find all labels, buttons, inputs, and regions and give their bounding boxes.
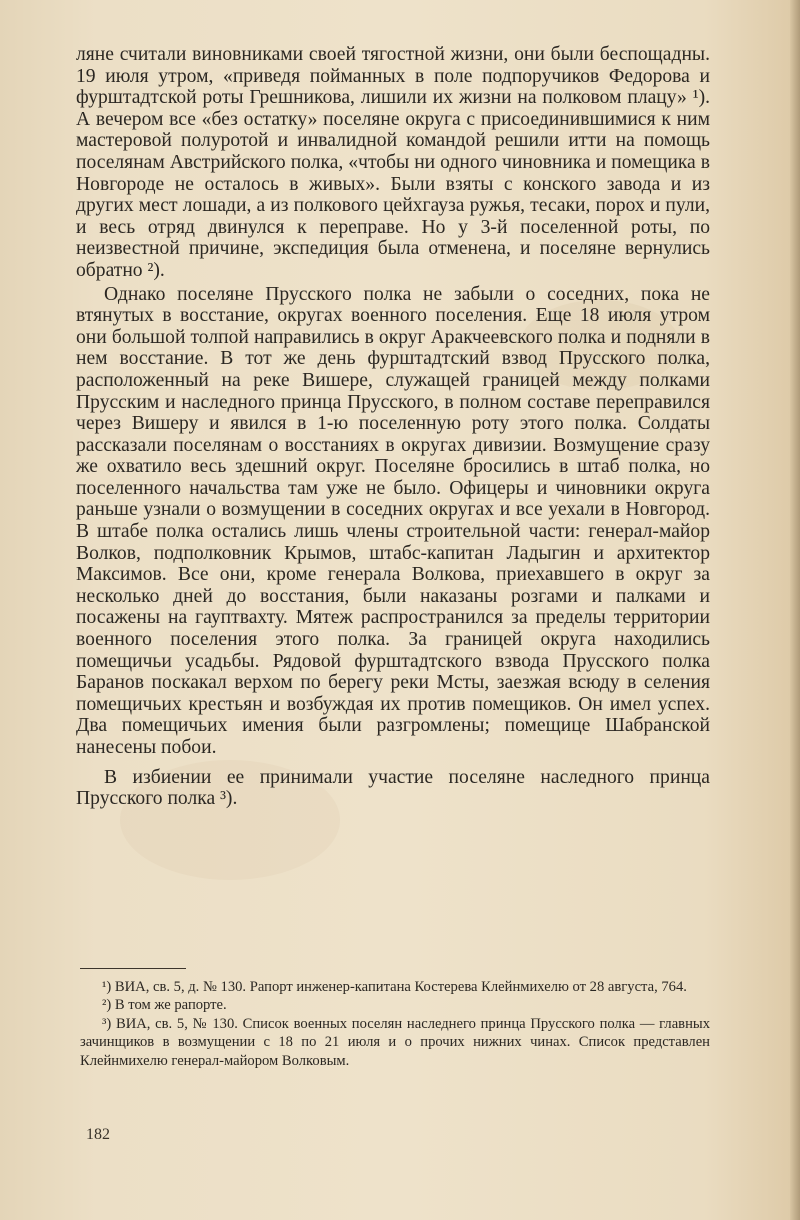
main-text [76,44,710,810]
paragraph-2: Однако поселяне Прусского полка не забыли о соседних, пока не втянутых в восстание, округах военного поселения. Еще 18 июля утром они большой толпой направились в округ Аракчеевского полка и подняли в нем восстание. В тот же день фурштадтский взвод Прусского полка, расположенный на реке Вишере, служащей границей между полками Прусским и наследного принца Прусского, в полном составе переправился через Вишеру и явился в 1-ю поселенную роту этого полка. Солдаты рассказали поселянам о восстаниях в округах дивизии. Возмущение сразу же охватило весь здешний округ. Поселяне бросились в штаб полка, но поселенного начальства там уже не было. Офицеры и чиновники округа раньше узнали о возмущении в соседних округах и все уехали в Новгород. В штабе полка остались лишь члены строительной части: генерал-майор Волков, подполковник Крымов, штабс-капитан Ладыгин и архитектор Максимов. Все они, кроме генерала Волкова, приехавшего в округ за несколько дней до восстания, были наказаны розгами и палками и посажены на гауптвахту. Мятеж распространился за пределы территории военного поселения этого полка. За границей округа находились помещичьи усадьбы. Рядовой фурштадтского взвода Прусского полка Баранов поскакал верхом по берегу реки Мсты, заезжая всюду в селения помещичьих крестьян и возбуждая их против помещиков. Он имел успех. Два помещичьих имения были разгромлены; помещице Шабранской нанесены побои. [76,283,710,758]
paragraph-1: ляне считали виновниками своей тягостной жизни, они были беспощадны. 19 июля утром, «приведя пойманных в поле подпоручиков Федорова и фурштадтской роты Грешникова, лишили их жизни на полковом плацу» ¹). А вечером все «без остатку» поселяне округа с присоединившимися к ним мастеровой полуротой и инвалидной командой решили итти на помощь поселянам Австрийского полка, «чтобы ни одного чиновника и помещика в Новгороде не осталось в живых». Были взяты с конского завода и из других мест лошади, а из полкового цейхгауза ружья, тесаки, порох и пули, и весь отряд двинулся к переправе. Но у 3-й поселенной роты, по неизвестной причине, экспедиция была отменена, и поселяне вернулись обратно ²). [76,44,710,281]
footnote-3: ³) ВИА, св. 5, № 130. Список военных поселян наследнего принца Прусского полка — главных зачинщиков в возмущении с 18 по 21 июля и о прочих нижних чинах. Список представлен Клейнмихелю генерал-майором Волковым. [80,1015,710,1069]
footnotes [80,978,710,1070]
footnote-2: ²) В том же рапорте. [102,997,227,1014]
footnote-divider [80,968,186,969]
paragraph-3: В избиении ее принимали участие поселяне наследного принца Прусского полка ³). [76,766,710,810]
page-edge-shadow [790,0,800,1220]
page-number: 182 [86,1126,110,1143]
footnote-1: ¹) ВИА, св. 5, д. № 130. Рапорт инженер-капитана Костерева Клейнмихелю от 28 августа, 764. [102,979,687,995]
